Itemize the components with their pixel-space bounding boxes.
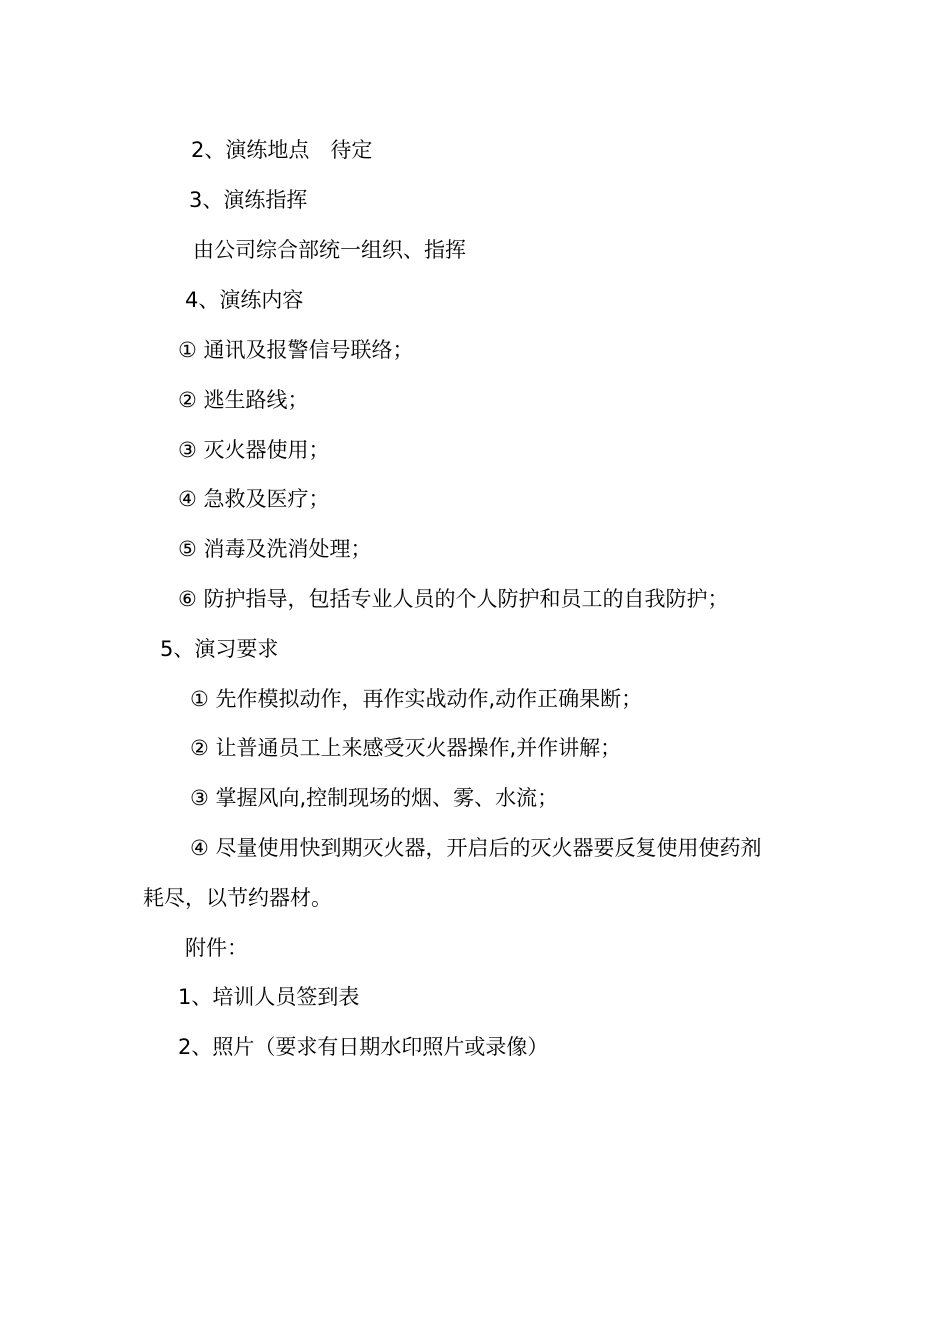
content-item-2: ② 逃生路线； — [178, 388, 309, 412]
section-drill-location: 2、演练地点 待定 — [191, 138, 373, 162]
section-drill-content: 4、演练内容 — [185, 288, 304, 312]
content-item-5: ⑤ 消毒及洗消处理； — [178, 537, 372, 561]
content-item-6: ⑥ 防护指导，包括专业人员的个人防护和员工的自我防护； — [178, 587, 729, 611]
requirement-item-1: ① 先作模拟动作，再作实战动作,动作正确果断； — [190, 687, 643, 711]
requirement-item-2: ② 让普通员工上来感受灭火器操作,并作讲解； — [190, 736, 622, 760]
section-drill-command: 3、演练指挥 — [189, 188, 308, 212]
attachments-heading: 附件： — [185, 936, 248, 960]
section-drill-requirements: 5、演习要求 — [160, 637, 279, 661]
content-item-1: ① 通讯及报警信号联络； — [178, 338, 414, 362]
attachment-item-1: 1、培训人员签到表 — [178, 985, 360, 1009]
requirement-item-4-continuation: 耗尽，以节约器材。 — [143, 886, 332, 910]
command-description: 由公司综合部统一组织、指挥 — [193, 238, 466, 262]
content-item-4: ④ 急救及医疗； — [178, 487, 330, 511]
content-item-3: ③ 灭火器使用； — [178, 438, 330, 462]
requirement-item-3: ③ 掌握风向,控制现场的烟、雾、水流； — [190, 786, 559, 810]
requirement-item-4: ④ 尽量使用快到期灭火器，开启后的灭火器要反复使用使药剂 — [190, 836, 762, 860]
attachment-item-2: 2、照片（要求有日期水印照片或录像） — [178, 1035, 549, 1059]
